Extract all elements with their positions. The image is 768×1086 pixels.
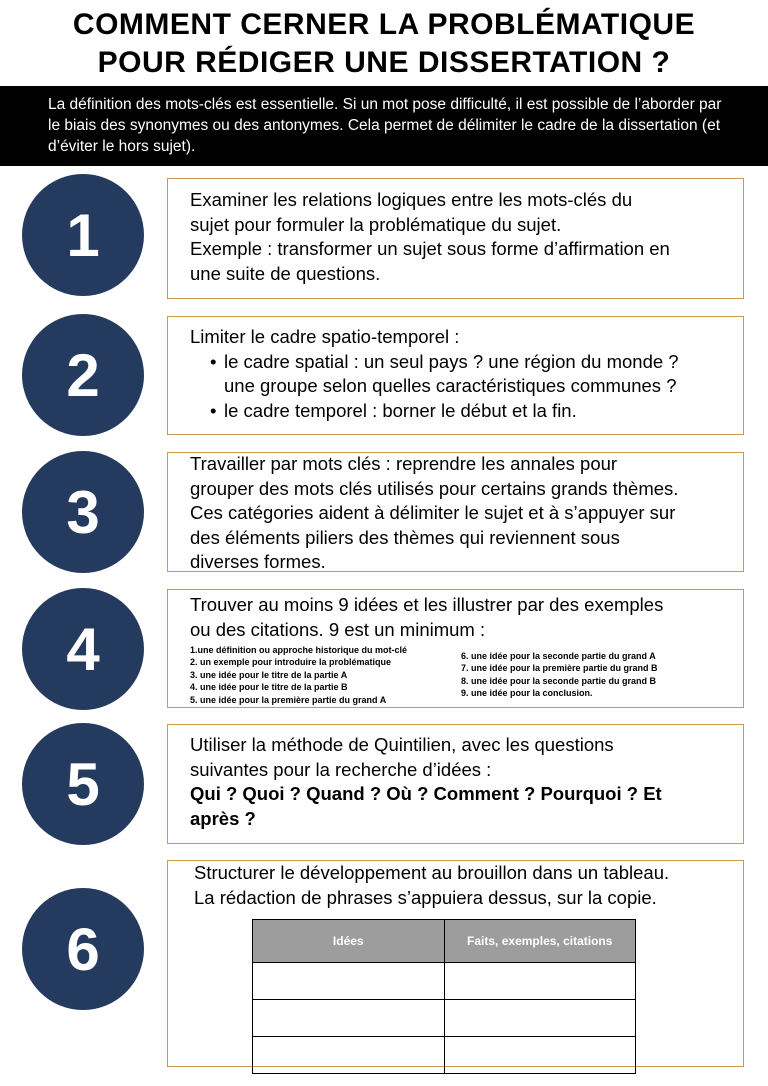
step-6-line-2: La rédaction de phrases s’appuiera dessus, sur la copie. bbox=[194, 886, 657, 908]
idea-7: 7. une idée pour la première partie du grand B bbox=[461, 663, 658, 674]
page-title bbox=[0, 6, 768, 82]
step-2-text bbox=[190, 325, 679, 423]
step-5-questions-1: Qui ? Quoi ? Quand ? Où ? Comment ? Pourquoi ? Et bbox=[190, 783, 662, 804]
step-3-number: 3 bbox=[22, 451, 144, 573]
intro-text: La définition des mots-clés est essentielle. Si un mot pose difficulté, il est possible de l’aborder par le biais des synonymes ou des antonymes. Cela permet de délimiter le cadre de la dissertation (et d’éviter le hors sujet). bbox=[48, 96, 722, 155]
idea-8: 8. une idée pour la seconde partie du grand B bbox=[461, 675, 657, 686]
step-2-bullets bbox=[190, 350, 679, 424]
step-3-line-3: Ces catégories aident à délimiter le sujet et à s’appuyer sur bbox=[190, 502, 676, 523]
table-header-row bbox=[253, 920, 636, 963]
step-4-number: 4 bbox=[22, 588, 144, 710]
step-6-number: 6 bbox=[22, 888, 144, 1010]
step-1-text bbox=[190, 188, 670, 286]
step-4-text bbox=[190, 593, 663, 642]
step-6-line-1: Structurer le développement au brouillon dans un tableau. bbox=[194, 862, 670, 883]
table-cell bbox=[253, 963, 445, 1000]
col-facts-header: Faits, exemples, citations bbox=[444, 920, 636, 963]
step-2-bullet-1 bbox=[190, 350, 679, 399]
idea-4: 4. une idée pour le titre de la partie B bbox=[190, 682, 348, 693]
table-row bbox=[253, 963, 636, 1000]
step-4-line-1: Trouver au moins 9 idées et les illustrer par des exemples bbox=[190, 594, 664, 615]
idea-6: 6. une idée pour la seconde partie du grand A bbox=[461, 651, 656, 661]
table-cell bbox=[444, 1000, 636, 1037]
step-3-line-1: Travailler par mots clés : reprendre les annales pour bbox=[190, 453, 618, 474]
step-4-ideas-right bbox=[461, 650, 658, 700]
step-2-bullet-2-text: • le cadre temporel : borner le début et la fin. bbox=[224, 399, 577, 421]
table-cell bbox=[444, 963, 636, 1000]
step-3-line-4: des éléments piliers des thèmes qui reviennent sous bbox=[190, 526, 620, 548]
title-line-2: POUR RÉDIGER UNE DISSERTATION ? bbox=[97, 46, 671, 79]
step-1-line-2: sujet pour formuler la problématique du sujet. bbox=[190, 213, 562, 235]
step-2-bullet-1-b: une groupe selon quelles caractéristiques communes ? bbox=[224, 375, 677, 396]
title-line-1: COMMENT CERNER LA PROBLÉMATIQUE bbox=[72, 8, 696, 41]
idea-5: 5. une idée pour la première partie du grand A bbox=[190, 694, 387, 705]
step-4-ideas-left bbox=[190, 644, 407, 706]
step-2-number: 2 bbox=[22, 314, 144, 436]
col-ideas-header: Idées bbox=[253, 920, 445, 963]
step-4-line-2: ou des citations. 9 est un minimum : bbox=[190, 618, 486, 640]
table-cell bbox=[253, 1000, 445, 1037]
step-5-number: 5 bbox=[22, 723, 144, 845]
table-cell bbox=[444, 1037, 636, 1074]
table-row bbox=[253, 1037, 636, 1074]
idea-9: 9. une idée pour la conclusion. bbox=[461, 688, 593, 699]
step-5-line-2: suivantes pour la recherche d’idées : bbox=[190, 758, 492, 780]
step-5-line-1: Utiliser la méthode de Quintilien, avec les questions bbox=[190, 734, 614, 755]
idea-3: 3. une idée pour le titre de la partie A bbox=[190, 669, 348, 680]
step-3-text bbox=[190, 452, 678, 575]
step-2-intro: Limiter le cadre spatio-temporel : bbox=[190, 326, 460, 347]
intro-banner bbox=[0, 86, 768, 166]
step-5-questions-2: après ? bbox=[190, 807, 256, 829]
step-3-line-2: grouper des mots clés utilisés pour certains grands thèmes. bbox=[190, 477, 679, 499]
idea-2: 2. un exemple pour introduire la problématique bbox=[190, 657, 392, 668]
step-3-box bbox=[167, 452, 744, 572]
step-2-bullet-1-a: • le cadre spatial : un seul pays ? une région du monde ? bbox=[224, 350, 679, 372]
step-5-box bbox=[167, 724, 744, 844]
step-1-line-1: Examiner les relations logiques entre les mots-clés du bbox=[190, 189, 633, 210]
step-1-line-3: Exemple : transformer un sujet sous forme d’affirmation en bbox=[190, 238, 670, 259]
step-1-number: 1 bbox=[22, 174, 144, 296]
table-row bbox=[253, 1000, 636, 1037]
step-3-line-5: diverses formes. bbox=[190, 551, 326, 572]
step-2-bullet-2 bbox=[190, 399, 679, 424]
step-6-box bbox=[167, 860, 744, 1067]
idea-1: 1.une définition ou approche historique du mot-clé bbox=[190, 645, 408, 655]
draft-table bbox=[252, 919, 636, 1074]
table-cell bbox=[253, 1037, 445, 1074]
step-5-text bbox=[190, 733, 662, 831]
step-1-box bbox=[167, 178, 744, 299]
step-1-line-4: une suite de questions. bbox=[190, 262, 381, 284]
step-2-box bbox=[167, 316, 744, 435]
step-4-box bbox=[167, 589, 744, 708]
step-6-text bbox=[194, 861, 669, 910]
